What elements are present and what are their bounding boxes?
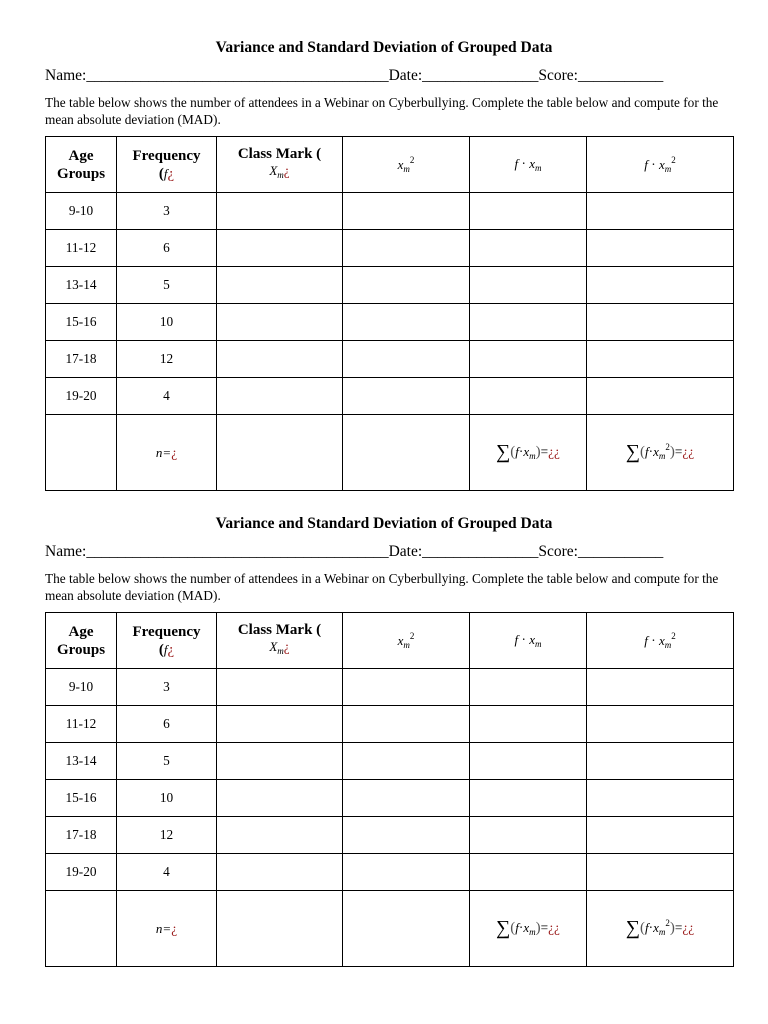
table-header-row [46,613,734,669]
f-xm-squared-cell[interactable] [587,669,734,706]
table-row [46,706,734,743]
frequency-cell: 6 [117,230,217,267]
empty-total-cell [343,415,470,491]
f-xm-squared-cell[interactable] [587,378,734,415]
xm-squared-cell[interactable] [343,706,470,743]
xm-squared-cell[interactable] [343,378,470,415]
age-group-cell: 17-18 [46,817,117,854]
table-row [46,304,734,341]
f-xm-cell[interactable] [470,669,587,706]
f-xm-squared-cell[interactable] [587,854,734,891]
totals-row [46,415,734,491]
header-class-mark: Class Mark ( $X_m¿$ [217,613,343,669]
xm-squared-cell[interactable] [343,817,470,854]
f-xm-squared-cell[interactable] [587,267,734,304]
age-group-cell: 13-14 [46,743,117,780]
f-xm-cell[interactable] [470,267,587,304]
age-group-cell: 17-18 [46,341,117,378]
age-group-cell: 19-20 [46,378,117,415]
table-row [46,341,734,378]
age-group-cell: 11-12 [46,706,117,743]
xm-squared-cell[interactable] [343,230,470,267]
f-xm-squared-cell[interactable] [587,230,734,267]
empty-total-cell [217,415,343,491]
sum-f-xm-cell[interactable]: $\sum(f\cdot x_m)=¿¿$ [470,415,587,491]
instructions-text: The table below shows the number of attendees in a Webinar on Cyberbullying. Complete the table below and compute for the mean absolute deviation (MAD). [45,95,719,127]
xm-squared-cell[interactable] [343,341,470,378]
frequency-cell: 3 [117,669,217,706]
name-date-score-line: Name:_______________________________________Date:_______________Score:___________ [45,67,664,84]
sum-f-xm-cell[interactable]: $\sum(f\cdot x_m)=¿¿$ [470,891,587,967]
class-mark-cell[interactable] [217,341,343,378]
frequency-cell: 12 [117,341,217,378]
age-group-cell: 15-16 [46,780,117,817]
worksheet-title: Variance and Standard Deviation of Grouped Data [215,515,553,532]
xm-squared-cell[interactable] [343,743,470,780]
header-f-times-xm-squared: $f \cdot x_m^2$ [587,613,734,669]
class-mark-cell[interactable] [217,193,343,230]
class-mark-cell[interactable] [217,743,343,780]
class-mark-cell[interactable] [217,230,343,267]
class-mark-cell[interactable] [217,669,343,706]
f-xm-squared-cell[interactable] [587,341,734,378]
f-xm-squared-cell[interactable] [587,743,734,780]
table-row [46,743,734,780]
class-mark-cell[interactable] [217,817,343,854]
header-xm-squared: $x_m^2$ [343,613,470,669]
empty-total-cell [343,891,470,967]
f-xm-cell[interactable] [470,193,587,230]
f-xm-cell[interactable] [470,304,587,341]
class-mark-cell[interactable] [217,780,343,817]
f-xm-cell[interactable] [470,780,587,817]
xm-squared-cell[interactable] [343,304,470,341]
f-xm-cell[interactable] [470,817,587,854]
frequency-cell: 5 [117,267,217,304]
table-row [46,669,734,706]
f-xm-cell[interactable] [470,854,587,891]
xm-squared-cell[interactable] [343,193,470,230]
f-xm-squared-cell[interactable] [587,780,734,817]
header-xm-squared: $x_m^2$ [343,137,470,193]
frequency-cell: 3 [117,193,217,230]
f-xm-cell[interactable] [470,706,587,743]
class-mark-cell[interactable] [217,854,343,891]
xm-squared-cell[interactable] [343,780,470,817]
frequency-cell: 4 [117,378,217,415]
xm-squared-cell[interactable] [343,267,470,304]
header-f-times-xm-squared: $f \cdot x_m^2$ [587,137,734,193]
instructions-text: The table below shows the number of attendees in a Webinar on Cyberbullying. Complete the table below and compute for the mean absolute deviation (MAD). [45,571,719,603]
f-xm-squared-cell[interactable] [587,817,734,854]
age-group-cell: 9-10 [46,193,117,230]
age-group-cell: 15-16 [46,304,117,341]
age-group-cell: 9-10 [46,669,117,706]
table-row [46,230,734,267]
header-class-mark: Class Mark ( $X_m¿$ [217,137,343,193]
header-age-groups: Age Groups [46,613,117,669]
frequency-cell: 10 [117,304,217,341]
frequency-cell: 6 [117,706,217,743]
frequency-cell: 10 [117,780,217,817]
table-row [46,193,734,230]
table-row [46,780,734,817]
table-row [46,378,734,415]
f-xm-squared-cell[interactable] [587,304,734,341]
frequency-table [45,136,734,491]
table-row [46,817,734,854]
class-mark-cell[interactable] [217,304,343,341]
header-frequency: Frequency (f¿ [117,137,217,193]
class-mark-cell[interactable] [217,706,343,743]
empty-total-cell [217,891,343,967]
frequency-cell: 5 [117,743,217,780]
age-group-cell: 13-14 [46,267,117,304]
name-date-score-line: Name:_______________________________________Date:_______________Score:___________ [45,543,664,560]
table-header-row [46,137,734,193]
worksheet-title: Variance and Standard Deviation of Grouped Data [215,39,553,56]
empty-total-cell [46,891,117,967]
sum-f-xm-squared-cell[interactable]: $\sum(f\cdot x_m^2)=¿¿$ [587,891,734,967]
xm-squared-cell[interactable] [343,669,470,706]
header-frequency: Frequency (f¿ [117,613,217,669]
class-mark-cell[interactable] [217,267,343,304]
frequency-cell: 4 [117,854,217,891]
f-xm-cell[interactable] [470,341,587,378]
sum-f-xm-squared-cell[interactable]: $\sum(f\cdot x_m^2)=¿¿$ [587,415,734,491]
totals-row [46,891,734,967]
n-total-cell[interactable]: n=¿ [117,415,217,491]
frequency-table [45,612,734,967]
worksheet-2 [0,514,768,939]
frequency-cell: 12 [117,817,217,854]
f-xm-squared-cell[interactable] [587,706,734,743]
worksheet-1 [0,38,768,463]
class-mark-cell[interactable] [217,378,343,415]
f-xm-squared-cell[interactable] [587,193,734,230]
header-f-times-xm: $f \cdot x_m$ [470,137,587,193]
header-age-groups: Age Groups [46,137,117,193]
header-f-times-xm: $f \cdot x_m$ [470,613,587,669]
age-group-cell: 11-12 [46,230,117,267]
table-row [46,854,734,891]
f-xm-cell[interactable] [470,378,587,415]
age-group-cell: 19-20 [46,854,117,891]
n-total-cell[interactable]: n=¿ [117,891,217,967]
xm-squared-cell[interactable] [343,854,470,891]
f-xm-cell[interactable] [470,230,587,267]
empty-total-cell [46,415,117,491]
table-row [46,267,734,304]
f-xm-cell[interactable] [470,743,587,780]
